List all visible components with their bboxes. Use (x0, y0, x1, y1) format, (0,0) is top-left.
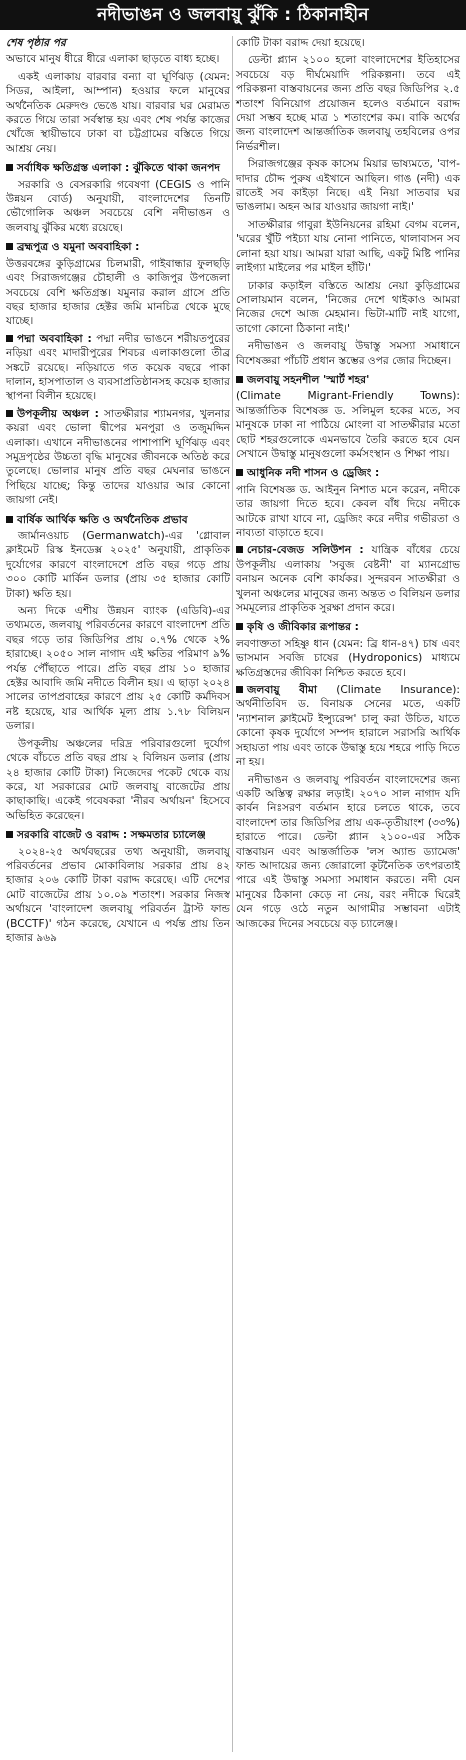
square-bullet-icon (236, 546, 243, 553)
square-bullet-icon (6, 164, 13, 171)
left-column (6, 36, 230, 948)
paragraph: উত্তরবঙ্গের কুড়িগ্রামের চিলমারী, গাইবান্ধার ফুলছড়ি এবং সিরাজগঞ্জের চৌহালী ও কাজিপুর উপজেলা সবচেয়ে বেশি ক্ষতিগ্রস্ত। যমুনার করাল গ্রাসে প্রতি বছর হাজার হাজার হেক্টর জমি মানচিত্র থেকে মুছে যাচ্ছে। (6, 257, 230, 328)
paragraph: একই এলাকায় বারবার বন্যা বা ঘূর্ণিঝড় (যেমন: সিডর, আইলা, আম্পান) হওয়ার ফলে মানুষের অর্থনৈতিক মেরুদণ্ড ভেঙে যায়। বারবার ঘর মেরামত করতে গিয়ে তারা সর্বস্বান্ত হয় এবং শেষ পর্যন্ত কাজের খোঁজে স্থায়ীভাবে ঢাকা বা চট্টগ্রামের বস্তিতে গিয়ে আশ্রয় নেয়। (6, 70, 230, 155)
square-bullet-icon (6, 831, 13, 838)
square-bullet-icon (6, 410, 13, 417)
paragraph: ডেল্টা প্ল্যান ২১০০ হলো বাংলাদেশের ইতিহাসের সবচেয়ে বড় দীর্ঘমেয়াদি পরিকল্পনা। তবে এই পরিকল্পনা বাস্তবায়নের জন্য প্রতি বছর জিডিপির ২.৫ শতাংশ বিনিয়োগ প্রয়োজন হলেও বর্তমানে বরাদ্দ দেয়া সম্ভব হচ্ছে মাত্র ১ শতাংশের কম। বাকি অর্থের জন্য বাংলাদেশ আন্তর্জাতিক জলবায়ু তহবিলের ওপর নির্ভরশীল। (236, 54, 460, 153)
paragraph: পানি বিশেষজ্ঞ ড. আইনুন নিশাত মনে করেন, নদীকে তার জায়গা দিতে হবে। কেবল বাঁধ দিয়ে নদীকে আটকে রাখা যাবে না, ড্রেজিং করে নদীর গভীরতা ও নাব্যতা বাড়াতে হবে। (236, 483, 460, 539)
paragraph: ঢাকার কড়াইল বস্তিতে আশ্রয় নেয়া কুড়িগ্রামের সোলায়মান বলেন, 'নিজের দেশে থাইকাও আমরা নিজের দেশে আজ মেহমান। ভিটা-মাটি নাই যাগো, তাগো কোনো ঠিকানা নাই।' (236, 279, 460, 335)
paragraph: (Climate Migrant-Friendly Towns): আন্তর্জাতিক বিশেষজ্ঞ ড. সলিমুল হকের মতে, সব মানুষকে ঢাকা না পাঠিয়ে মোংলা বা সাতক্ষীরার মতো ছোট শহরগুলোকে এমনভাবে তৈরি করতে হবে যেন সেখানে উদ্বাস্তু মানুষগুলো কর্মসংস্থান ও শিক্ষা পায়। (236, 390, 460, 460)
paragraph: নদীভাঙন ও জলবায়ু উদ্বাস্তু সমস্যা সমাধানে বিশেষজ্ঞরা পাঁচটি প্রধান স্তম্ভের ওপর জোর দিচ্ছেন। (236, 340, 460, 367)
paragraph: নেচার-বেজড সলিউশন : যান্ত্রিক বাঁধের চেয়ে উপকূলীয় এলাকায় 'সবুজ বেষ্টনী' বা ম্যানগ্রোভ বনায়ন অনেক বেশি কার্যকর। সুন্দরবন সাতক্ষীরা ও খুলনা অঞ্চলের মানুষের জন্য অন্তত ৩ বিলিয়ন ডলার সমমূল্যের প্রাকৃতিক সুরক্ষা প্রদান করে। (236, 544, 460, 615)
paragraph: অন্য দিকে এশীয় উন্নয়ন ব্যাংক (এডিবি)-এর তথ্যমতে, জলবায়ু পরিবর্তনের কারণে বাংলাদেশ প্রতি বছর গড়ে তার জিডিপির প্রায় ০.৭% থেকে ২% হারাচ্ছে। ২০৫০ সাল নাগাদ এই ক্ষতির পরিমাণ ৯% পর্যন্ত পৌঁছাতে পারে। প্রতি বছর প্রায় ১০ হাজার হেক্টর আবাদি জমি নদীতে বিলীন হয়। এ ছাড়া ২০২৪ সালের তাপপ্রবাহের কারণে প্রায় ২৫ কোটি কর্মদিবস নষ্ট হয়েছে, যার আর্থিক মূল্য প্রায় ১.৭৮ বিলিয়ন ডলার। (6, 605, 230, 733)
square-bullet-icon (236, 686, 243, 693)
paragraph: সরকারি ও বেসরকারি গবেষণা (CEGIS ও পানি উন্নয়ন বোর্ড) অনুযায়ী, বাংলাদেশের তিনটি ভৌগোলিক অঞ্চল সবচেয়ে বেশি নদীভাঙন ও জলবায়ু ঝুঁকির মধ্যে রয়েছে। (6, 178, 230, 234)
subheading: আধুনিক নদী শাসন ও ড্রেজিং : (236, 466, 460, 480)
paragraph: উপকূলীয় অঞ্চল : সাতক্ষীরার শ্যামনগর, খুলনার কয়রা এবং ভোলা দ্বীপের মনপুরা ও তজুমদ্দিন এলাকা। এখানে নদীভাঙনের পাশাপাশি ঘূর্ণিঝড় এবং সমুদ্রপৃষ্ঠের উচ্চতা বৃদ্ধি মানুষের জীবনকে অতিষ্ঠ করে তুলেছে। ভোলার মানুষ প্রতি বছর মেঘনার ভাঙনে পিছিয়ে যাচ্ছে; কিন্তু তাদের যাওয়ার আর কোনো জায়গা নেই। (6, 407, 230, 507)
subheading: ব্রহ্মপুত্র ও যমুনা অববাহিকা : (6, 240, 230, 254)
square-bullet-icon (6, 335, 13, 342)
subheading: বার্ষিক আর্থিক ক্ষতি ও অর্থনৈতিক প্রভাব (6, 513, 230, 527)
paragraph: পদ্মা অববাহিকা : পদ্মা নদীর ভাঙনে শরীয়তপুরের নড়িয়া এবং মাদারীপুরের শিবচর এলাকাগুলো তীব্র সঙ্কটে রয়েছে। নড়িয়াতে গত কয়েক বছরে পাকা দালান, হাসপাতাল ও ব্যবসাপ্রতিষ্ঠানসহ কয়েক হাজার স্থাপনা বিলীন হয়েছে। (6, 332, 230, 403)
paragraph: ২০২৪-২৫ অর্থবছরের তথ্য অনুযায়ী, জলবায়ু পরিবর্তনের প্রভাব মোকাবিলায় সরকার প্রায় ৪২ হাজার ২০৬ কোটি টাকা বরাদ্দ করেছে। এটি দেশের মোট বাজেটের প্রায় ১০.০৯ শতাংশ। সরকার নিজস্ব অর্থায়নে 'বাংলাদেশ জলবায়ু পরিবর্তন ট্রাস্ট ফান্ড (BCCTF)' গঠন করেছে, যেখানে এ পর্যন্ত প্রায় তিন হাজার ৯৬৯ (6, 845, 230, 944)
paragraph: সিরাজগঞ্জের কৃষক কাসেম মিয়ার ভাষ্যমতে, 'বাপ-দাদার চৌদ্দ পুরুষ এইখানে আছিল। গাঙ (নদী) এক রাতেই সব কাইড়া নিছে। এই নিয়া সাতবার ঘর ভাঙলাম। অহন আর যাওয়ার জায়গা নাই।' (236, 158, 460, 214)
subheading: সরকারি বাজেট ও বরাদ্দ : সক্ষমতার চ্যালেঞ্জ (6, 828, 230, 842)
paragraph: উপকূলীয় অঞ্চলের দরিদ্র পরিবারগুলো দুর্যোগ থেকে বাঁচতে প্রতি বছর প্রায় ২ বিলিয়ন ডলার (প্রায় ২৪ হাজার কোটি টাকা) নিজেদের পকেট থেকে ব্যয় করে, যা সরকারের মোট জলবায়ু বাজেটের প্রায় কাছাকাছি। একেই গবেষকরা 'নীরব অর্থায়ন' হিসেবে অভিহিত করেছেন। (6, 737, 230, 822)
square-bullet-icon (236, 469, 243, 476)
paragraph: কোটি টাকা বরাদ্দ দেয়া হয়েছে। (236, 37, 365, 49)
paragraph: অভাবে মানুষ ধীরে ধীরে এলাকা ছাড়তে বাধ্য হচ্ছে। (6, 53, 220, 66)
paragraph: জার্মানওয়াচ (Germanwatch)-এর 'গ্লোবাল ক্লাইমেট রিস্ক ইনডেক্স ২০২৫' অনুযায়ী, প্রাকৃতিক দুর্যোগের কারণে বাংলাদেশে প্রতি বছর গড়ে প্রায় ৩০০ কোটি মার্কিন ডলার (প্রায় ৩৫ হাজার কোটি টাকা) ক্ষতি হয়। (6, 530, 230, 600)
square-bullet-icon (236, 376, 243, 383)
square-bullet-icon (236, 623, 243, 630)
paragraph: জলবায়ু বীমা (Climate Insurance): অর্থনীতিবিদ ড. বিনায়ক সেনের মতে, একটি 'ন্যাশনাল ক্লাইমেট ইন্স্যুরেন্স' চালু করা উচিত, যাতে কোনো কৃষক দুর্যোগে সম্পদ হারালে সরাসরি আর্থিক সহায়তা পায় এবং তাকে উদ্বাস্তু হয়ে শহরে পাড়ি দিতে না হয়। (236, 684, 461, 769)
square-bullet-icon (6, 243, 13, 250)
paragraph: নদীভাঙন ও জলবায়ু পরিবর্তন বাংলাদেশের জন্য একটি অস্তিত্ব রক্ষার লড়াই। ২০৭০ সাল নাগাদ যদি কার্বন নিঃসরণ বর্তমান হারে চলতে থাকে, তবে বাংলাদেশ তার জিডিপির প্রায় এক-তৃতীয়াংশ (৩৩%) হারাতে পারে। ডেল্টা প্ল্যান ২১০০-এর সঠিক বাস্তবায়ন এবং আন্তর্জাতিক 'লস অ্যান্ড ড্যামেজ' ফান্ড আদায়ের জন্য জোরালো কূটনৈতিক তৎপরতাই পারে এই উদ্বাস্তু সমস্যা সমাধান করতে। নদী যেন মানুষের ঠিকানা কেড়ে না নেয়, বরং নদীকে ঘিরেই যেন গড়ে ওঠে নতুন আগামীর সম্ভাবনা এটাই আজকের দিনের সবচেয়ে বড় চ্যালেঞ্জ। (236, 773, 460, 930)
paragraph: সাতক্ষীরার গাবুরা ইউনিয়নের রহিমা বেগম বলেন, 'ঘরের খুঁটি পইচ্যা যায় নোনা পানিতে, থালাবাসন সব লোনা হয়া যায়। আমরা যারা আছি, একটু মিষ্টি পানির লাইগ্যা মাইলের পর মাইল হাঁটি।' (236, 218, 460, 275)
subheading: জলবায়ু সহনশীল 'স্মার্ট শহর' (236, 373, 460, 387)
continuation-kicker: শেষ পৃষ্ঠার পর (6, 37, 66, 49)
subheading: কৃষি ও জীবিকার রূপান্তর : (236, 620, 460, 634)
square-bullet-icon (6, 516, 13, 523)
subheading: সর্বাধিক ক্ষতিগ্রস্ত এলাকা : ঝুঁকিতে থাকা জনপদ (6, 161, 230, 175)
right-column (236, 36, 460, 934)
column-divider (232, 36, 233, 1752)
headline-banner: নদীভাঙন ও জলবায়ু ঝুঁকি : ঠিকানাহীন (0, 0, 466, 30)
paragraph: লবণাক্ততা সহিষ্ণু ধান (যেমন: ব্রি ধান-৪৭) চাষ এবং ভাসমান সবজি চাষের (Hydroponics) মাধ্যমে ক্ষতিগ্রস্তদের জীবিকা নিশ্চিত করতে হবে। (236, 637, 460, 679)
